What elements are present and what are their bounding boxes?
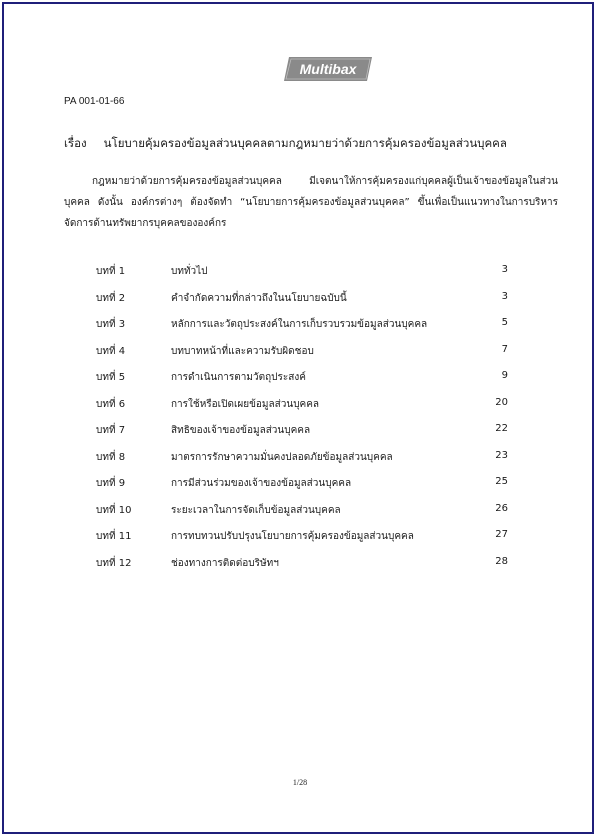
toc-row	[96, 344, 508, 371]
toc-chapter: บทที่ 7	[96, 425, 126, 436]
toc-row	[96, 370, 508, 397]
toc-page: 20	[495, 396, 508, 408]
toc-row	[96, 423, 508, 450]
toc-title: บททั่วไป	[171, 266, 208, 277]
toc-page: 28	[495, 555, 508, 567]
toc-chapter: บทที่ 8	[96, 451, 126, 463]
toc-chapter: บทที่ 12	[96, 557, 132, 569]
toc-row	[96, 476, 508, 503]
intro-text: กฎหมายว่าด้วยการคุ้มครองข้อมูลส่วนบุคคล มีเจตนาให้การคุ้มครองแก่บุคคลผู้เป็นเจ้าของข้อมูลในส่วนบุคคล ดังนั้น องค์กรต่างๆ ต้องจัดทำ “นโยบายการคุ้มครองข้อมูลส่วนบุคคล” ขึ้นเพื่อเป็นแนวทางในการบริหารจัดการด้านทรัพยากรบุคคลขององค์กร	[64, 176, 558, 229]
toc-title: การดำเนินการตามวัตถุประสงค์	[171, 372, 306, 383]
document-code: PA 001-01-66	[64, 96, 125, 107]
toc-page: 3	[501, 290, 508, 302]
toc-title: การใช้หรือเปิดเผยข้อมูลส่วนบุคคล	[171, 398, 320, 410]
toc-row	[96, 397, 508, 424]
toc-title: หลักการและวัตถุประสงค์ในการเก็บรวบรวมข้อมูลส่วนบุคคล	[171, 319, 428, 330]
subject-title: นโยบายคุ้มครองข้อมูลส่วนบุคคลตามกฎหมายว่าด้วยการคุ้มครองข้อมูลส่วนบุคคล	[103, 136, 507, 150]
toc-chapter: บทที่ 4	[96, 345, 126, 357]
page-number: 1/28	[292, 778, 308, 787]
toc-title: ช่องทางการติดต่อบริษัทฯ	[171, 557, 279, 569]
toc-chapter: บทที่ 3	[96, 319, 126, 330]
toc-row	[96, 556, 508, 583]
toc-row	[96, 503, 508, 530]
toc-chapter: บทที่ 1	[96, 266, 126, 277]
toc-chapter: บทที่ 11	[96, 531, 132, 542]
subject-label: เรื่อง	[64, 136, 87, 150]
toc-chapter: บทที่ 9	[96, 478, 126, 489]
toc-chapter: บทที่ 6	[96, 398, 126, 410]
toc-title: มาตรการรักษาความมั่นคงปลอดภัยข้อมูลส่วนบุคคล	[171, 451, 393, 463]
toc-row	[96, 264, 508, 291]
toc-page: 26	[495, 502, 508, 514]
table-of-contents	[96, 264, 508, 582]
toc-page: 7	[501, 343, 508, 355]
toc-page: 9	[501, 370, 508, 381]
toc-title: สิทธิของเจ้าของข้อมูลส่วนบุคคล	[171, 425, 311, 436]
toc-chapter: บทที่ 10	[96, 504, 132, 516]
toc-page: 25	[495, 476, 508, 487]
toc-row	[96, 450, 508, 477]
toc-page: 3	[501, 264, 508, 275]
company-logo	[283, 56, 373, 82]
toc-title: บทบาทหน้าที่และความรับผิดชอบ	[171, 345, 314, 357]
toc-title: คำจำกัดความที่กล่าวถึงในนโยบายฉบับนี้	[171, 292, 347, 304]
logo-text: Multibax	[299, 61, 357, 77]
toc-page: 23	[495, 449, 508, 461]
toc-title: ระยะเวลาในการจัดเก็บข้อมูลส่วนบุคคล	[171, 504, 341, 516]
toc-chapter: บทที่ 2	[96, 292, 126, 304]
toc-title: การทบทวนปรับปรุงนโยบายการคุ้มครองข้อมูลส่วนบุคคล	[171, 531, 414, 542]
toc-page: 27	[495, 529, 508, 540]
toc-page: 22	[495, 423, 508, 434]
toc-row	[96, 529, 508, 556]
subject-line	[64, 135, 564, 153]
intro-paragraph	[64, 171, 558, 234]
toc-chapter: บทที่ 5	[96, 372, 126, 383]
toc-row	[96, 291, 508, 318]
toc-title: การมีส่วนร่วมของเจ้าของข้อมูลส่วนบุคคล	[171, 478, 352, 489]
toc-row	[96, 317, 508, 344]
toc-page: 5	[501, 317, 508, 328]
